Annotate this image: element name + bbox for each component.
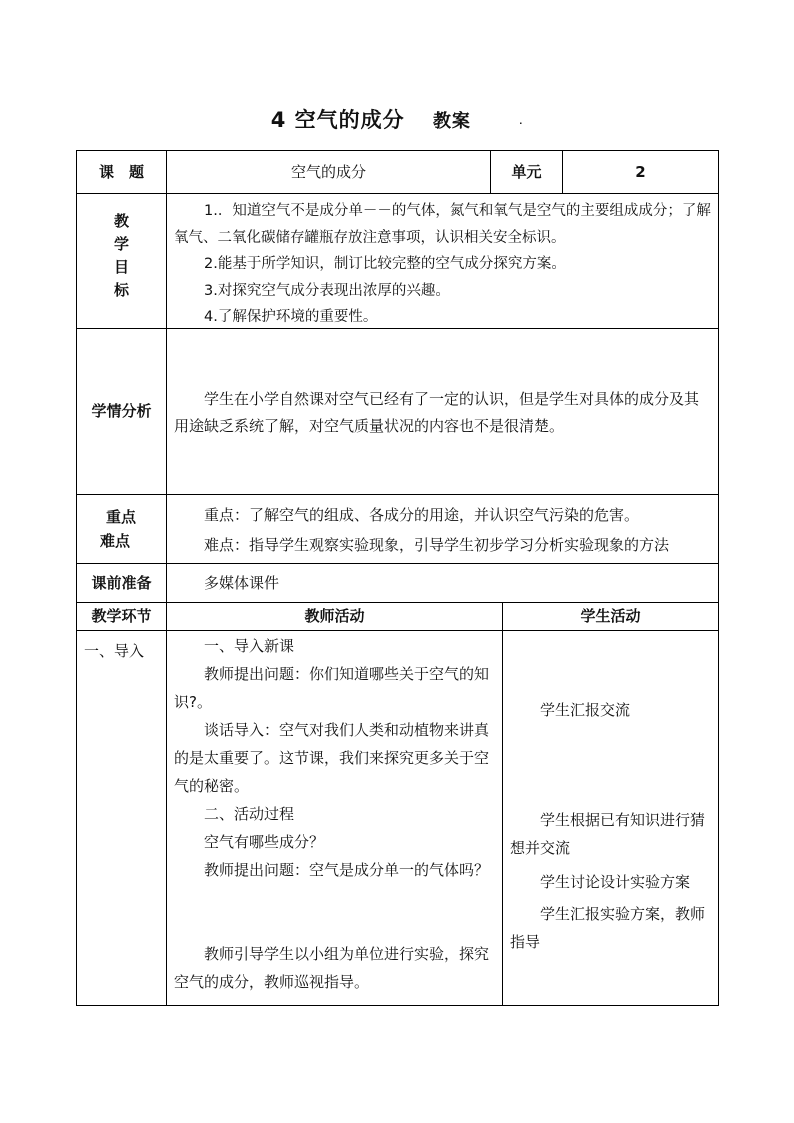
student-activity-line: 学生汇报实验方案，教师指导 [510,905,706,951]
table-border-right [718,150,719,1006]
unit-value: 2 [635,163,646,181]
teacher-activity-line: 谈话导入：空气对我们人类和动植物来讲真的是太重要了。这节课，我们来探究更多关于空气的秘密。 [174,721,490,795]
unit-label: 单元 [511,163,542,181]
table-border-top [76,150,719,151]
title-sub: 教案 [432,111,471,132]
teacher-activity-line: 教师提出问题：你们知道哪些关于空气的知识?。 [174,665,490,711]
title-mark: . [519,116,524,126]
row-separator [76,494,719,495]
title-main: 4 空气的成分 [270,108,405,132]
teacher-activity [174,632,498,996]
objective-item: 3.对探究空气成分表现出浓厚的兴趣。 [204,282,450,299]
row-separator [76,630,719,631]
key-points-label [100,505,166,553]
key-point-text: 重点：了解空气的组成、各成分的用途，并认识空气污染的危害。 [204,506,640,524]
student-activity-line: 学生汇报交流 [540,701,631,719]
objectives-label-char: 教 [113,212,129,230]
objectives-label [77,210,166,302]
objective-item: 4.了解保护环境的重要性。 [204,309,378,325]
analysis-content [174,386,712,440]
teacher-activity-line: 教师提出问题：空气是成分单一的气体吗？ [204,861,490,879]
objective-item: 2.能基于所学知识，制订比较完整的空气成分探究方案。 [204,256,566,272]
stage-name: 一、导入 [84,642,145,660]
key-points-label-line1: 重点 [106,508,137,526]
header-student: 学生活动 [580,607,641,625]
objective-item: 1.．知道空气不是成分单－－的气体，氮气和氧气是空气的主要组成成分；了解氧气、二氧化碳储存罐瓶存放注意事项，认识相关安全标识。 [174,203,711,246]
key-points-content [174,500,714,560]
student-activity [510,696,714,956]
column-separator [502,602,503,1006]
row-separator [76,193,719,194]
student-activity-line: 学生根据已有知识进行猜想并交流 [510,811,706,857]
objectives-label-char: 目 [113,258,129,276]
objectives-label-char: 标 [113,281,129,299]
header-teacher: 教师活动 [304,607,365,625]
topic-label: 课 题 [98,163,144,181]
objectives-label-char: 学 [113,235,129,253]
key-points-label-line2: 难点 [100,532,131,550]
analysis-label: 学情分析 [91,402,152,420]
objectives-content [174,198,712,331]
table-border-bottom [76,1005,719,1006]
student-activity-line: 学生讨论设计实验方案 [540,873,691,891]
difficult-point-text: 难点：指导学生观察实验现象，引导学生初步学习分析实验现象的方法 [204,536,670,554]
prep-label: 课前准备 [91,574,152,592]
column-separator [166,150,167,1006]
teacher-activity-line: 二、活动过程 [204,805,295,823]
topic-value: 空气的成分 [290,163,366,181]
teacher-activity-line: 一、导入新课 [204,637,295,655]
header-stage: 教学环节 [91,607,152,625]
prep-value: 多媒体课件 [204,574,280,592]
row-separator [76,563,719,564]
teacher-activity-line: 教师引导学生以小组为单位进行实验，探究空气的成分，教师巡视指导。 [174,945,490,991]
page-title [0,104,794,134]
teacher-activity-line: 空气有哪些成分？ [204,833,325,851]
analysis-text: 学生在小学自然课对空气已经有了一定的认识，但是学生对具体的成分及其用途缺乏系统了解，对空气质量状况的内容也不是很清楚。 [174,390,700,435]
